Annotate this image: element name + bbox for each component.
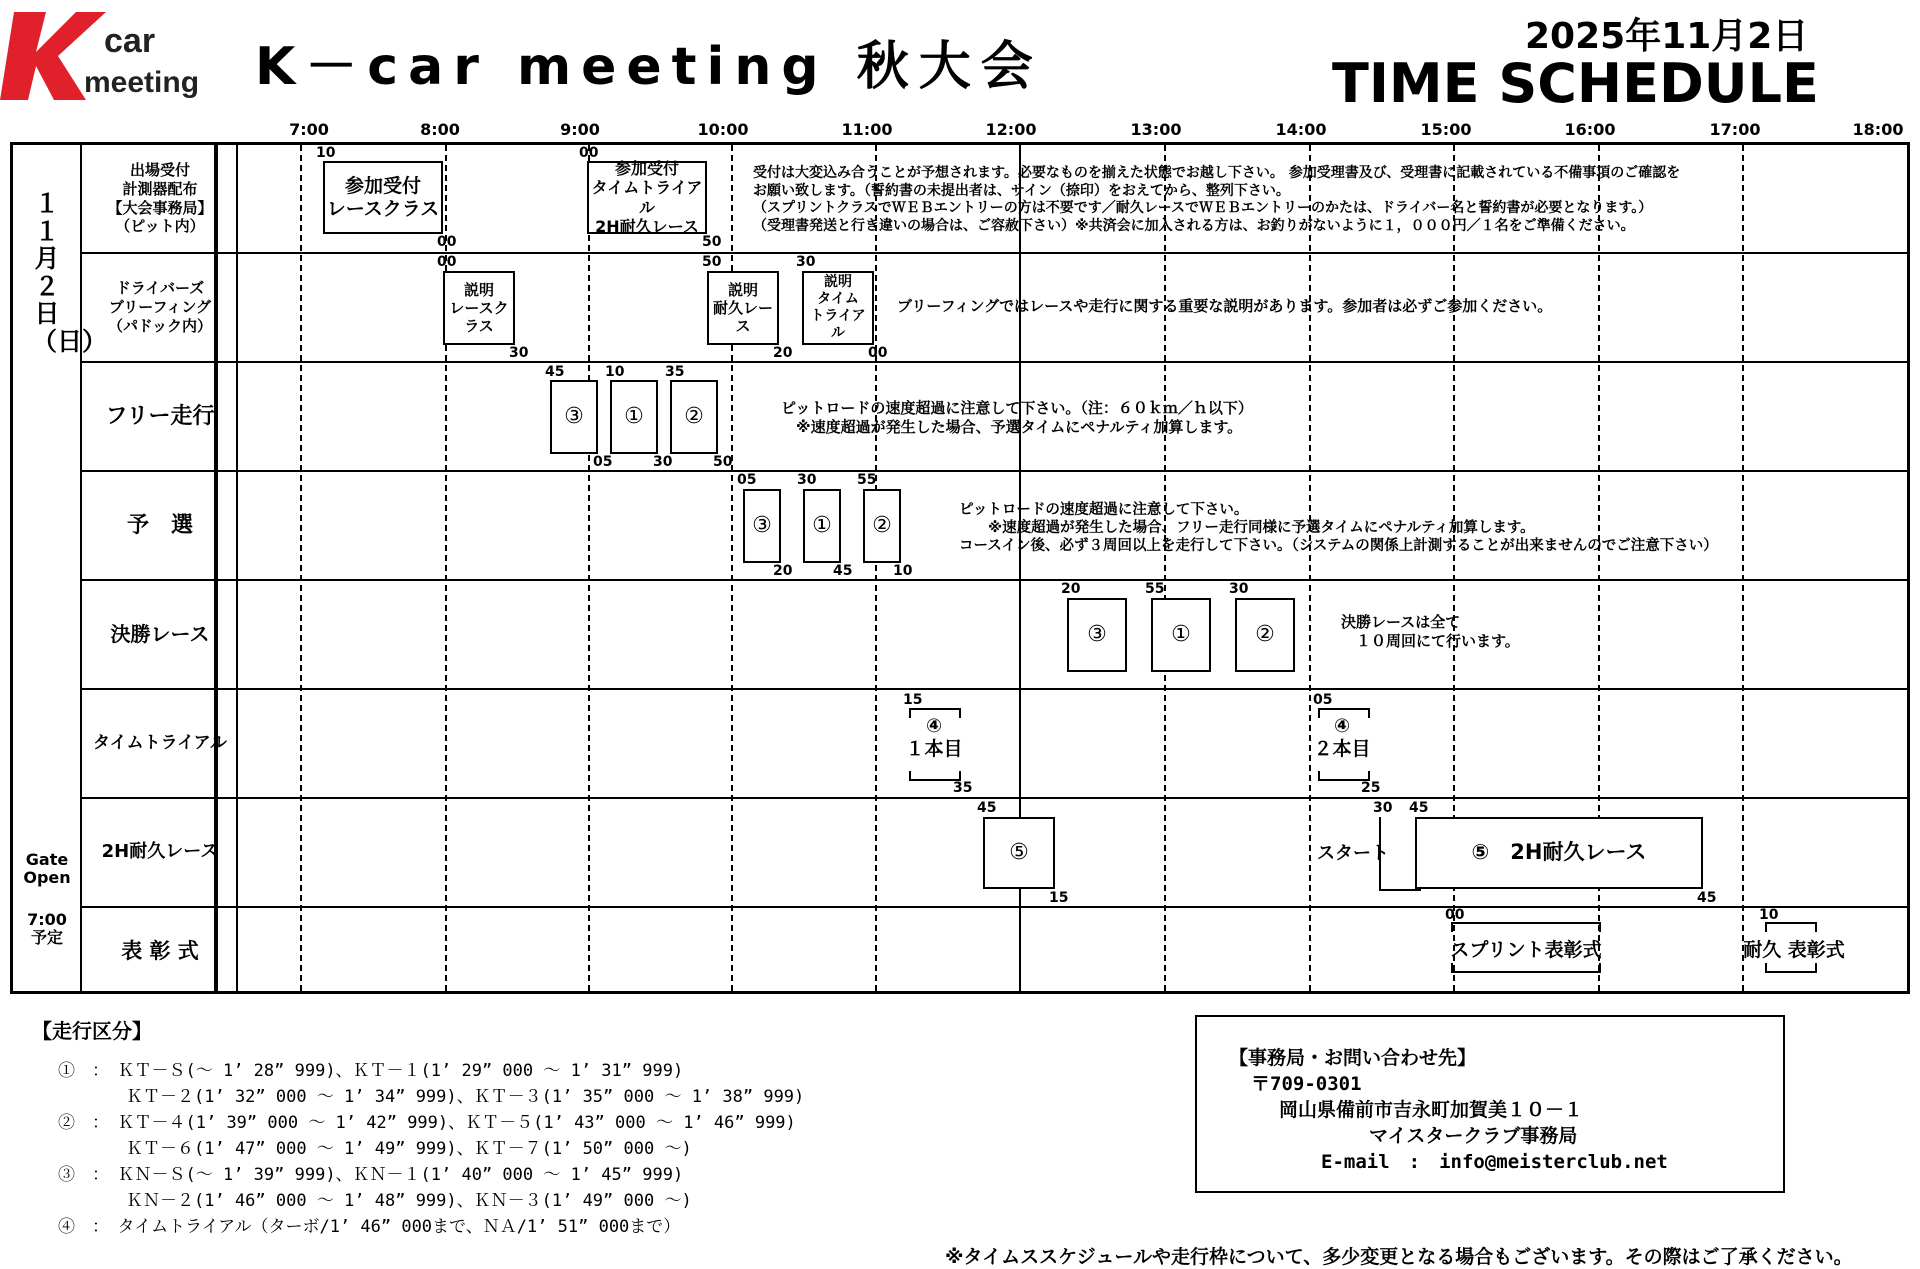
time-label: 14:00: [1275, 120, 1327, 139]
box-qual-class1: ①: [803, 489, 841, 563]
time-mark: 25: [1361, 780, 1381, 796]
box-free-class1: ①: [610, 380, 658, 454]
time-mark: 05: [593, 454, 613, 470]
contact-office: マイスタークラブ事務局: [1369, 1125, 1578, 1147]
box-endurance-race: ⑤ 2H耐久レース: [1415, 817, 1703, 889]
legend-line: ③ ： ＫＮ－Ｓ(～ 1’ 39” 999)、ＫＮ－１(1’ 40” 000 ～ 1’ 45” 999): [58, 1165, 684, 1185]
time-mark: 30: [797, 472, 817, 488]
time-label: 18:00: [1852, 120, 1904, 139]
legend-line: ＫＴ－６(1’ 47” 000 ～ 1’ 49” 999)、ＫＴ－７(1’ 50” 000 ～): [58, 1139, 692, 1159]
logo-text-car: car: [104, 22, 156, 60]
award-bracket-bottom: [1765, 963, 1817, 973]
day-label-text: １１月２日（日）: [32, 189, 108, 356]
hour-line: [875, 145, 877, 991]
hour-line: [1309, 145, 1311, 991]
time-label: 7:00: [289, 120, 329, 139]
contact-address: 岡山県備前市吉永町加賀美１０－１: [1279, 1099, 1584, 1121]
time-label: 9:00: [560, 120, 600, 139]
time-label: 12:00: [985, 120, 1037, 139]
time-mark: 10: [605, 364, 625, 380]
tt-run1-label: ④ １本目: [905, 715, 963, 760]
note-free-run: ピットロードの速度超過に注意して下さい。（注：６０ｋｍ／ｈ以下） ※速度超過が発生した場合、予選タイムにペナルティ加算します。: [781, 399, 1253, 436]
contact-zip: 〒709-0301: [1251, 1073, 1362, 1095]
time-mark: 30: [653, 454, 673, 470]
day-label: [19, 189, 108, 356]
legend-line: ④ ： タイムトライアル（ターボ/1’ 46” 000まで、ＮＡ/1’ 51” 000まで）: [58, 1217, 681, 1237]
time-mark: 10: [1759, 907, 1779, 923]
time-label: 17:00: [1709, 120, 1761, 139]
time-label: 8:00: [420, 120, 460, 139]
legend-line: ＫＴ－２(1’ 32” 000 ～ 1’ 34” 999)、ＫＴ－３(1’ 35” 000 ～ 1’ 38” 999): [58, 1087, 805, 1107]
time-label: 16:00: [1564, 120, 1616, 139]
row-divider: [80, 470, 1907, 472]
time-mark: 50: [702, 254, 722, 270]
time-mark: 00: [868, 345, 888, 361]
box-endurance-prep: ⑤: [983, 817, 1055, 889]
time-mark: 50: [713, 454, 733, 470]
note-qualifying: ピットロードの速度超過に注意して下さい。 ※速度超過が発生した場合、フリー走行同様に予選タイムにペナルティ加算します。 コースイン後、必ず３周回以上を走行して下さい。（システムの関係上計測することが出来ませんのでご注意下さい）: [959, 502, 1718, 555]
row-label-qualifying: 予 選: [126, 512, 193, 538]
row-divider: [80, 252, 1907, 254]
time-mark: 20: [773, 563, 793, 579]
row-divider: [80, 361, 1907, 363]
box-free-class3: ③: [550, 380, 598, 454]
note-briefing: ブリーフィングではレースや走行に関する重要な説明があります。参加者は必ずご参加ください。: [897, 297, 1553, 315]
box-final-class1: ①: [1151, 598, 1211, 672]
time-mark: 45: [545, 364, 565, 380]
box-free-class2: ②: [670, 380, 718, 454]
note-reception: 受付は大変込み合うことが予想されます。必要なものを揃えた状態でお越し下さい。 参加受理書及び、受理書に記載されている不備事項のご確認を お願い致します。（誓約書の未提出者は、サイン（捺印）をおえてから、整列下さい。 （スプリントクラスでＷＥＢエントリーの方は不要です／耐久レースでＷＥＢエントリーのかたは、ドライバー名と誓約書が必要となります。） （受理書発送と行き違いの場合は、ご容赦下さい）※共済会に加入される方は、お釣りがないように１，０００円／１名をご準備ください。: [753, 165, 1681, 234]
time-mark: 45: [833, 563, 853, 579]
award-sprint-label: スプリント表彰式: [1450, 939, 1602, 961]
award-bracket-top: [1451, 922, 1601, 932]
endurance-start-label: スタート: [1317, 843, 1389, 864]
time-mark: 15: [1049, 890, 1069, 906]
time-mark: 05: [737, 472, 757, 488]
schedule-heading: TIME SCHEDULE: [1332, 52, 1819, 115]
time-mark: 20: [1061, 581, 1081, 597]
time-mark: 55: [1145, 581, 1165, 597]
legend-line: ① ： ＫＴ－Ｓ(～ 1’ 28” 999)、ＫＴ－１(1’ 29” 000 ～ 1’ 31” 999): [58, 1061, 684, 1081]
time-mark: 00: [437, 234, 457, 250]
box-brief-endurance: 説明 耐久レース: [707, 271, 779, 345]
time-mark: 10: [316, 145, 336, 161]
box-brief-tt: 説明 タイム トライアル: [802, 271, 874, 345]
tt-run2-label: ④ ２本目: [1313, 715, 1371, 760]
footer-note: ※タイムススケジュールや走行枠について、多少変更となる場合もございます。その際はご了承ください。: [945, 1246, 1853, 1268]
gate-time-label: 7:00 予定: [27, 910, 67, 947]
time-mark: 20: [773, 345, 793, 361]
row-label-free-run: フリー走行: [105, 403, 215, 429]
time-mark: 45: [1697, 890, 1717, 906]
time-mark: 00: [1445, 907, 1465, 923]
time-label: 11:00: [841, 120, 893, 139]
time-mark: 45: [1409, 800, 1429, 816]
logo-text-meeting: meeting: [84, 66, 200, 99]
time-label: 13:00: [1130, 120, 1182, 139]
box-brief-race: 説明 レースクラス: [443, 271, 515, 345]
time-mark: 00: [437, 254, 457, 270]
k-car-logo: [6, 4, 200, 104]
row-label-endurance: 2H耐久レース: [101, 841, 219, 863]
gate-open-label: Gate Open: [23, 850, 71, 887]
award-bracket-top: [1765, 922, 1817, 932]
time-mark: 10: [893, 563, 913, 579]
box-final-class2: ②: [1235, 598, 1295, 672]
row-divider: [80, 579, 1907, 581]
time-mark: 50: [702, 234, 722, 250]
award-bracket-bottom: [1451, 963, 1601, 973]
hour-line: [588, 145, 590, 991]
time-mark: 05: [1313, 692, 1333, 708]
box-qual-class3: ③: [743, 489, 781, 563]
box-reg-race: 参加受付 レースクラス: [323, 161, 443, 234]
contact-title: 【事務局・お問い合わせ先】: [1229, 1047, 1477, 1069]
hour-line: [1164, 145, 1166, 991]
row-label-award: 表 彰 式: [121, 938, 199, 963]
time-mark: 00: [579, 145, 599, 161]
time-label: 15:00: [1420, 120, 1472, 139]
time-mark: 55: [857, 472, 877, 488]
time-mark: 30: [509, 345, 529, 361]
box-reg-tt: 参加受付 タイムトライアル 2H耐久レース: [587, 161, 707, 234]
hour-line: [1742, 145, 1744, 991]
event-date: 2025年11月2日: [1525, 16, 1809, 57]
column-divider: [236, 145, 238, 991]
contact-email[interactable]: E-mail : info@meisterclub.net: [1321, 1151, 1668, 1173]
row-label-reception: 出場受付 計測器配布 【大会事務局】 （ピット内）: [107, 161, 213, 236]
hour-line: [300, 145, 302, 991]
contact-box: [1195, 1015, 1785, 1193]
time-mark: 30: [1229, 581, 1249, 597]
row-divider: [80, 797, 1907, 799]
legend-line: ② ： ＫＴ－４(1’ 39” 000 ～ 1’ 42” 999)、ＫＴ－５(1’ 43” 000 ～ 1’ 46” 999): [58, 1113, 796, 1133]
time-mark: 35: [665, 364, 685, 380]
time-mark: 15: [903, 692, 923, 708]
time-mark: 45: [977, 800, 997, 816]
note-final: 決勝レースは全て １０周回にて行います。: [1341, 613, 1520, 650]
row-label-time-trial: タイムトライアル: [93, 732, 227, 753]
schedule-grid: [10, 142, 1910, 994]
page-title: K－car meeting 秋大会: [255, 37, 1043, 97]
legend-title: 【走行区分】: [32, 1019, 152, 1043]
row-label-final: 決勝レース: [110, 622, 210, 646]
time-mark: 30: [796, 254, 816, 270]
column-divider: [80, 145, 82, 991]
box-final-class3: ③: [1067, 598, 1127, 672]
award-endurance-label: 耐久 表彰式: [1743, 939, 1845, 961]
legend-line: ＫＮ－２(1’ 46” 000 ～ 1’ 48” 999)、ＫＮ－３(1’ 49” 000 ～): [58, 1191, 692, 1211]
box-qual-class2: ②: [863, 489, 901, 563]
time-label: 10:00: [697, 120, 749, 139]
row-divider: [80, 688, 1907, 690]
row-divider: [80, 906, 1907, 908]
time-mark: 30: [1373, 800, 1393, 816]
row-label-briefing: ドライバーズ ブリーフィング （パドック内）: [107, 279, 213, 335]
time-mark: 35: [953, 780, 973, 796]
